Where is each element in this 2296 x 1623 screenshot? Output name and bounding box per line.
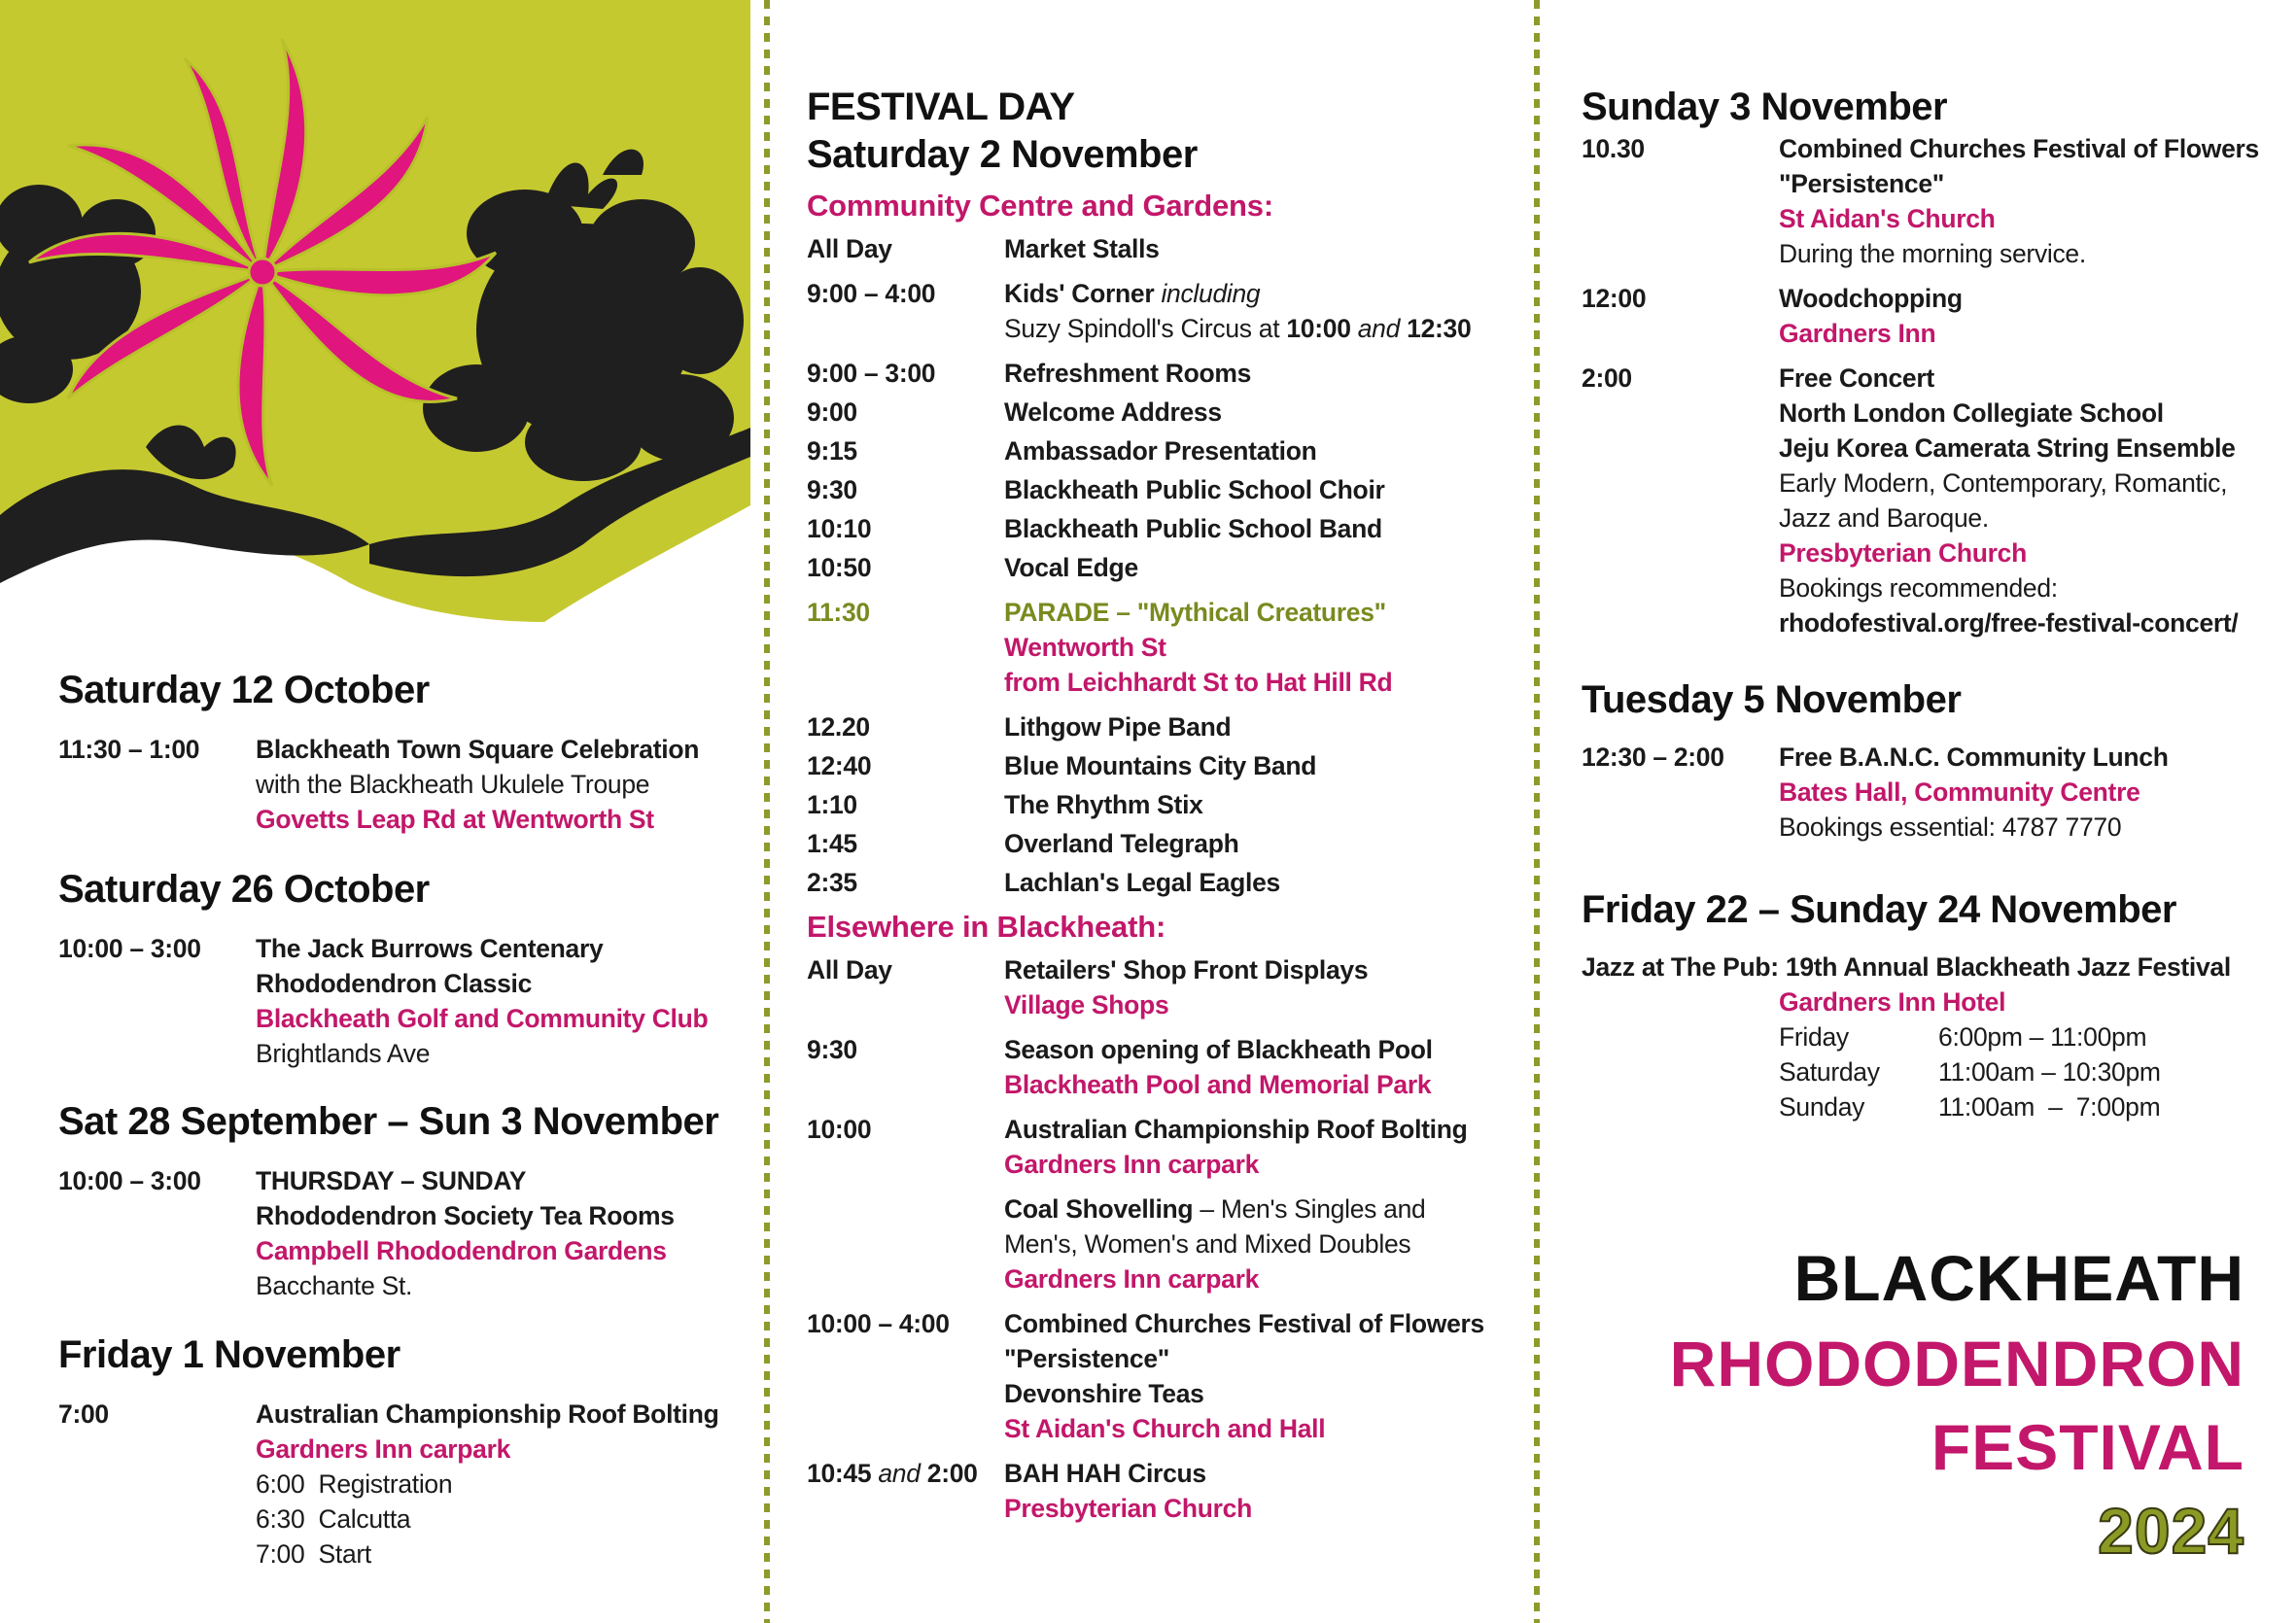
event-emphasis: and — [1357, 314, 1401, 343]
event-time: 10:00 – 3:00 — [58, 1166, 201, 1195]
left-panel — [0, 0, 763, 1623]
event-row — [807, 472, 1526, 507]
event-time: All Day — [807, 955, 892, 984]
event-row — [807, 952, 1526, 1022]
event-row — [1582, 131, 2291, 271]
hours-time: 11:00am – 10:30pm — [1938, 1057, 2161, 1087]
event-time: 9:30 — [807, 1035, 857, 1064]
event-detail: Early Modern, Contemporary, Romantic, — [1779, 468, 2228, 498]
event-title-3: Jeju Korea Camerata String Ensemble — [1779, 433, 2236, 463]
hours-row — [1779, 1054, 2291, 1089]
event-venue: Gardners Inn carpark — [1004, 1150, 1260, 1179]
event-venue: Village Shops — [1004, 990, 1169, 1019]
event-title: Blackheath Town Square Celebration — [256, 735, 700, 764]
hours-row — [1779, 1089, 2291, 1124]
event-detail: Bookings essential: 4787 7770 — [1779, 812, 2122, 842]
hours-day: Friday — [1779, 1022, 1849, 1052]
event-time: 2:35 — [807, 868, 857, 897]
booking-url: rhodofestival.org/free-festival-concert/ — [1779, 608, 2239, 638]
event-row — [58, 931, 758, 1071]
event-title: Combined Churches Festival of Flowers — [1779, 134, 2259, 163]
event-row — [807, 511, 1526, 546]
schedule-item: 6:30 Calcutta — [256, 1504, 411, 1534]
event-detail: – Men's Singles and — [1193, 1194, 1426, 1224]
event-title: Blue Mountains City Band — [1004, 751, 1317, 780]
event-row — [807, 231, 1526, 266]
event-row — [807, 395, 1526, 430]
event-title: Combined Churches Festival of Flowers — [1004, 1309, 1484, 1338]
event-title: Vocal Edge — [1004, 553, 1138, 582]
right-panel — [1539, 0, 2296, 1623]
event-time: 10:00 — [807, 1115, 872, 1144]
event-title-2: "Persistence" — [1779, 169, 1945, 198]
hours-time: 6:00pm – 11:00pm — [1938, 1022, 2147, 1052]
event-venue: Blackheath Golf and Community Club — [256, 1004, 709, 1033]
event-sat-26-october — [58, 868, 758, 1071]
event-time: 7:00 — [58, 1399, 109, 1429]
event-row — [807, 865, 1526, 900]
event-tue-5-november — [1582, 678, 2291, 845]
event-detail: Bookings recommended: — [1779, 573, 2058, 603]
event-title-2: North London Collegiate School — [1779, 398, 2164, 428]
brand-year: 2024 — [2098, 1495, 2244, 1567]
event-sun-3-november — [1582, 86, 2291, 640]
event-title: Refreshment Rooms — [1004, 359, 1252, 388]
event-time: 10.30 — [1582, 134, 1645, 163]
event-detail: Jazz and Baroque. — [1779, 503, 1989, 533]
event-time: 10:00 – 3:00 — [58, 934, 201, 963]
event-detail: During the morning service. — [1779, 239, 2086, 268]
event-time: 9:00 — [807, 397, 857, 427]
event-detail: Bacchante St. — [256, 1271, 413, 1300]
event-row — [1582, 361, 2291, 640]
event-time: 10:50 — [807, 553, 872, 582]
event-title-2: "Persistence" — [1004, 1344, 1170, 1373]
section-heading: Elsewhere in Blackheath: — [807, 910, 1166, 944]
event-title: Welcome Address — [1004, 397, 1222, 427]
event-title-2: Rhododendron Classic — [256, 969, 533, 998]
day-heading: Sunday 3 November — [1582, 86, 1948, 128]
event-title: Free B.A.N.C. Community Lunch — [1779, 742, 2169, 772]
event-title: The Jack Burrows Centenary — [256, 934, 604, 963]
event-row — [58, 1163, 758, 1303]
event-row — [807, 1032, 1526, 1102]
event-venue: Wentworth St — [1004, 633, 1166, 662]
event-title: 19th Annual Blackheath Jazz Festival — [1785, 952, 2231, 982]
event-time: 10:45 — [807, 1459, 872, 1488]
event-title: Retailers' Shop Front Displays — [1004, 955, 1369, 984]
event-row — [807, 748, 1526, 783]
event-venue: Presbyterian Church — [1779, 538, 2027, 568]
event-row — [1582, 950, 2291, 1124]
event-title: Australian Championship Roof Bolting — [1004, 1115, 1468, 1144]
event-time: 11:30 – 1:00 — [58, 735, 200, 764]
event-emphasis: and — [878, 1459, 921, 1488]
event-sat-12-october — [58, 669, 758, 837]
event-time: 2:00 — [1582, 363, 1632, 393]
event-time: All Day — [807, 234, 892, 263]
event-time: 1:10 — [807, 790, 857, 819]
event-time: 12:30 – 2:00 — [1582, 742, 1724, 772]
event-row — [807, 356, 1526, 391]
event-time: 12:40 — [807, 751, 872, 780]
event-venue: from Leichhardt St to Hat Hill Rd — [1004, 668, 1393, 697]
middle-panel — [766, 0, 1536, 1623]
event-title: Ambassador Presentation — [1004, 436, 1317, 466]
event-venue: St Aidan's Church — [1779, 204, 1996, 233]
rhododendron-artwork — [0, 0, 758, 622]
event-row — [807, 709, 1526, 744]
hours-row — [1779, 1019, 2291, 1054]
event-venue: Bates Hall, Community Centre — [1779, 777, 2140, 807]
event-time: 1:45 — [807, 829, 857, 858]
event-detail: Men's, Women's and Mixed Doubles — [1004, 1229, 1411, 1259]
event-venue: St Aidan's Church and Hall — [1004, 1414, 1326, 1443]
event-time: 12.20 — [807, 712, 870, 742]
event-fri-22-november — [1582, 888, 2291, 1124]
event-venue: Gardners Inn carpark — [1004, 1264, 1260, 1294]
event-row — [58, 1397, 758, 1571]
event-venue: Govetts Leap Rd at Wentworth St — [256, 805, 654, 834]
event-row — [807, 1112, 1526, 1296]
event-venue: Presbyterian Church — [1004, 1494, 1252, 1523]
event-title: Coal Shovelling — [1004, 1194, 1194, 1224]
event-row — [807, 276, 1526, 346]
parade-title: PARADE – "Mythical Creatures" — [1004, 598, 1386, 627]
day-heading: Saturday 12 October — [58, 669, 430, 711]
event-title: Market Stalls — [1004, 234, 1160, 263]
event-row — [1582, 281, 2291, 351]
event-venue: Gardners Inn carpark — [256, 1434, 511, 1464]
event-time: 10:10 — [807, 514, 872, 543]
hours-day: Saturday — [1779, 1057, 1880, 1087]
parade-row — [807, 595, 1526, 700]
event-venue: Campbell Rhododendron Gardens — [256, 1236, 667, 1265]
event-row — [807, 1306, 1526, 1446]
event-row — [807, 787, 1526, 822]
brand-line-1: BLACKHEATH — [1793, 1242, 2244, 1314]
event-row — [58, 732, 758, 837]
brand-line-2: RHODODENDRON — [1669, 1328, 2244, 1399]
event-title: BAH HAH Circus — [1004, 1459, 1206, 1488]
event-detail: Brightlands Ave — [256, 1039, 431, 1068]
day-heading: Sat 28 September – Sun 3 November — [58, 1100, 719, 1143]
day-heading: Saturday 26 October — [58, 868, 430, 911]
event-emphasis: including — [1161, 279, 1261, 308]
event-time: 2:00 — [926, 1459, 978, 1488]
event-time: 9:30 — [807, 475, 857, 504]
schedule-item: 6:00 Registration — [256, 1469, 453, 1499]
event-fri-1-november — [58, 1333, 758, 1571]
event-time: 11:30 — [807, 598, 870, 627]
event-row — [807, 1456, 1526, 1526]
event-title: Free Concert — [1779, 363, 1934, 393]
event-time: 12:00 — [1582, 284, 1647, 313]
event-venue: Gardners Inn — [1779, 319, 1936, 348]
event-title: Kids' Corner — [1004, 279, 1155, 308]
event-sat-28-september — [58, 1100, 758, 1303]
event-venue: Blackheath Pool and Memorial Park — [1004, 1070, 1432, 1099]
event-detail: Suzy Spindoll's Circus at — [1004, 314, 1287, 343]
section-heading: Community Centre and Gardens: — [807, 189, 1273, 223]
event-title-3: Devonshire Teas — [1004, 1379, 1204, 1408]
event-title: THURSDAY – SUNDAY — [256, 1166, 527, 1195]
day-heading: Friday 1 November — [58, 1333, 400, 1376]
festival-day-section — [807, 86, 1526, 1526]
day-heading: Friday 22 – Sunday 24 November — [1582, 888, 2176, 931]
event-title: Season opening of Blackheath Pool — [1004, 1035, 1433, 1064]
event-time-inline: 12:30 — [1407, 314, 1472, 343]
event-time: 9:15 — [807, 436, 857, 466]
event-title: Blackheath Public School Band — [1004, 514, 1382, 543]
event-title: Lachlan's Legal Eagles — [1004, 868, 1280, 897]
event-time-inline: 10:00 — [1286, 314, 1351, 343]
schedule-item: 7:00 Start — [256, 1539, 371, 1569]
event-detail: with the Blackheath Ukulele Troupe — [256, 770, 650, 799]
event-time: 10:00 – 4:00 — [807, 1309, 950, 1338]
event-row — [807, 550, 1526, 585]
event-title: Blackheath Public School Choir — [1004, 475, 1385, 504]
event-title: Australian Championship Roof Bolting — [256, 1399, 719, 1429]
event-title: Woodchopping — [1779, 284, 1963, 313]
event-title-2: Rhododendron Society Tea Rooms — [256, 1201, 675, 1230]
hours-time: 11:00am – 7:00pm — [1938, 1092, 2161, 1122]
event-row — [1582, 740, 2291, 845]
event-title: Overland Telegraph — [1004, 829, 1239, 858]
day-heading: Saturday 2 November — [807, 133, 1198, 176]
event-lead: Jazz at The Pub: — [1582, 952, 1779, 982]
brand-line-3: FESTIVAL — [1931, 1411, 2244, 1483]
event-title: Lithgow Pipe Band — [1004, 712, 1232, 742]
event-row — [807, 826, 1526, 861]
event-row — [807, 433, 1526, 468]
day-heading: Tuesday 5 November — [1582, 678, 1962, 721]
hours-day: Sunday — [1779, 1092, 1865, 1122]
festival-day-kicker: FESTIVAL DAY — [807, 86, 1075, 128]
event-time: 9:00 – 4:00 — [807, 279, 936, 308]
event-title: The Rhythm Stix — [1004, 790, 1203, 819]
event-time: 9:00 – 3:00 — [807, 359, 936, 388]
event-venue: Gardners Inn Hotel — [1779, 987, 2006, 1017]
